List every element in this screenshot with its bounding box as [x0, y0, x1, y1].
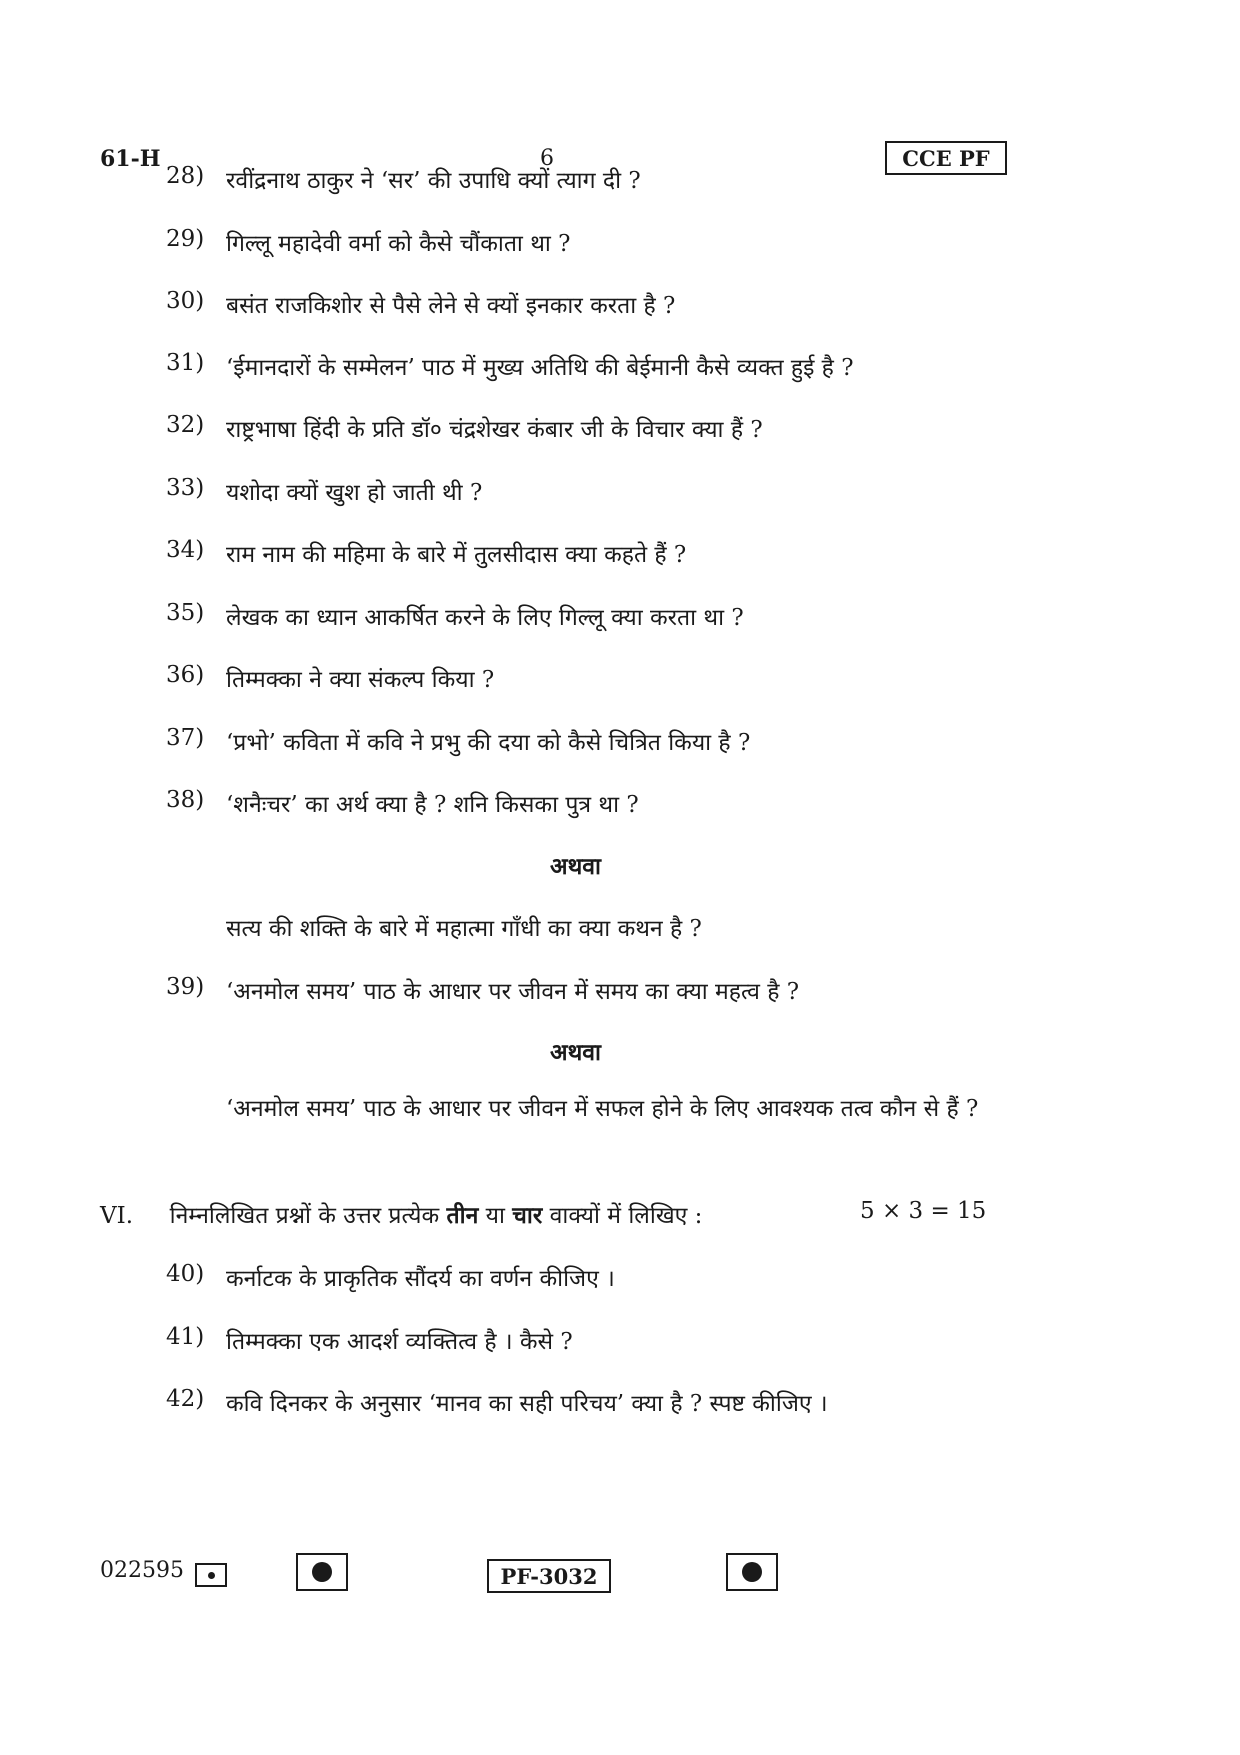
- question-number: 40): [166, 1261, 205, 1287]
- question-text: कवि दिनकर के अनुसार ‘मानव का सही परिचय’ क्या है ? स्पष्ट कीजिए ।: [226, 1391, 828, 1417]
- question-text: तिम्मक्का एक आदर्श व्यक्तित्व है । कैसे ?: [226, 1329, 573, 1355]
- question-38-alternative: सत्य की शक्ति के बारे में महात्मा गाँधी का क्या कथन है ?: [226, 916, 702, 942]
- registration-mark-small-icon: [195, 1563, 227, 1587]
- question-text: ‘शनैःचर’ का अर्थ क्या है ? शनि किसका पुत्र था ?: [226, 792, 639, 818]
- question-number: 37): [166, 725, 205, 751]
- section-instruction-pre: निम्नलिखित प्रश्नों के उत्तर प्रत्येक: [169, 1203, 440, 1229]
- question-number: 34): [166, 537, 205, 563]
- question-text: लेखक का ध्यान आकर्षित करने के लिए गिल्लू क्या करता था ?: [226, 605, 744, 631]
- serial-number: 022595: [100, 1558, 184, 1583]
- question-text: ‘प्रभो’ कविता में कवि ने प्रभु की दया को कैसे चित्रित किया है ?: [226, 730, 751, 756]
- paper-code-label: PF-3032: [500, 1563, 598, 1589]
- question-text: रवींद्रनाथ ठाकुर ने ‘सर’ की उपाधि क्यों त्याग दी ?: [226, 168, 641, 194]
- question-number: 33): [166, 475, 205, 501]
- question-number: 32): [166, 412, 205, 438]
- paper-code: 61-H: [100, 146, 161, 172]
- or-heading-2: अथवा: [550, 1039, 602, 1066]
- question-number: 36): [166, 662, 205, 688]
- section-bold-four: चार: [512, 1202, 543, 1229]
- question-text: तिम्मक्का ने क्या संकल्प किया ?: [226, 667, 495, 693]
- question-number: 28): [166, 163, 205, 189]
- or-heading-1: अथवा: [550, 853, 602, 880]
- section-bold-three: तीन: [446, 1202, 479, 1229]
- question-text: राष्ट्रभाषा हिंदी के प्रति डॉ० चंद्रशेखर कंबार जी के विचार क्या हैं ?: [226, 417, 763, 443]
- section-roman: VI.: [100, 1203, 134, 1229]
- registration-mark-right-icon: [726, 1553, 778, 1591]
- registration-mark-left-icon: [296, 1553, 348, 1591]
- question-number: 31): [166, 350, 205, 376]
- question-text: यशोदा क्यों खुश हो जाती थी ?: [226, 480, 483, 506]
- section-instruction-mid: या: [485, 1203, 505, 1229]
- cce-pf-box: [885, 141, 1007, 175]
- page-number: 6: [540, 146, 554, 171]
- section-marks: 5 × 3 = 15: [860, 1198, 987, 1224]
- question-text: गिल्लू महादेवी वर्मा को कैसे चौंकाता था ?: [226, 231, 571, 257]
- question-number: 39): [166, 974, 205, 1000]
- question-number: 38): [166, 787, 205, 813]
- section-vi-heading: [100, 1198, 702, 1230]
- cce-pf-label: CCE PF: [902, 145, 990, 171]
- section-instruction-post: वाक्यों में लिखिए :: [549, 1203, 703, 1229]
- question-number: 30): [166, 288, 205, 314]
- question-number: 41): [166, 1324, 205, 1350]
- paper-code-box: [487, 1559, 611, 1593]
- question-text: राम नाम की महिमा के बारे में तुलसीदास क्या कहते हैं ?: [226, 542, 687, 568]
- question-text: ‘अनमोल समय’ पाठ के आधार पर जीवन में समय का क्या महत्व है ?: [226, 979, 800, 1005]
- question-39-alternative: ‘अनमोल समय’ पाठ के आधार पर जीवन में सफल होने के लिए आवश्यक तत्व कौन से हैं ?: [226, 1096, 979, 1122]
- question-number: 35): [166, 600, 205, 626]
- question-text: बसंत राजकिशोर से पैसे लेने से क्यों इनकार करता है ?: [226, 293, 676, 319]
- question-number: 42): [166, 1386, 205, 1412]
- question-text: कर्नाटक के प्राकृतिक सौंदर्य का वर्णन कीजिए ।: [226, 1266, 615, 1292]
- question-number: 29): [166, 226, 205, 252]
- question-text: ‘ईमानदारों के सम्मेलन’ पाठ में मुख्य अतिथि की बेईमानी कैसे व्यक्त हुई है ?: [226, 355, 854, 381]
